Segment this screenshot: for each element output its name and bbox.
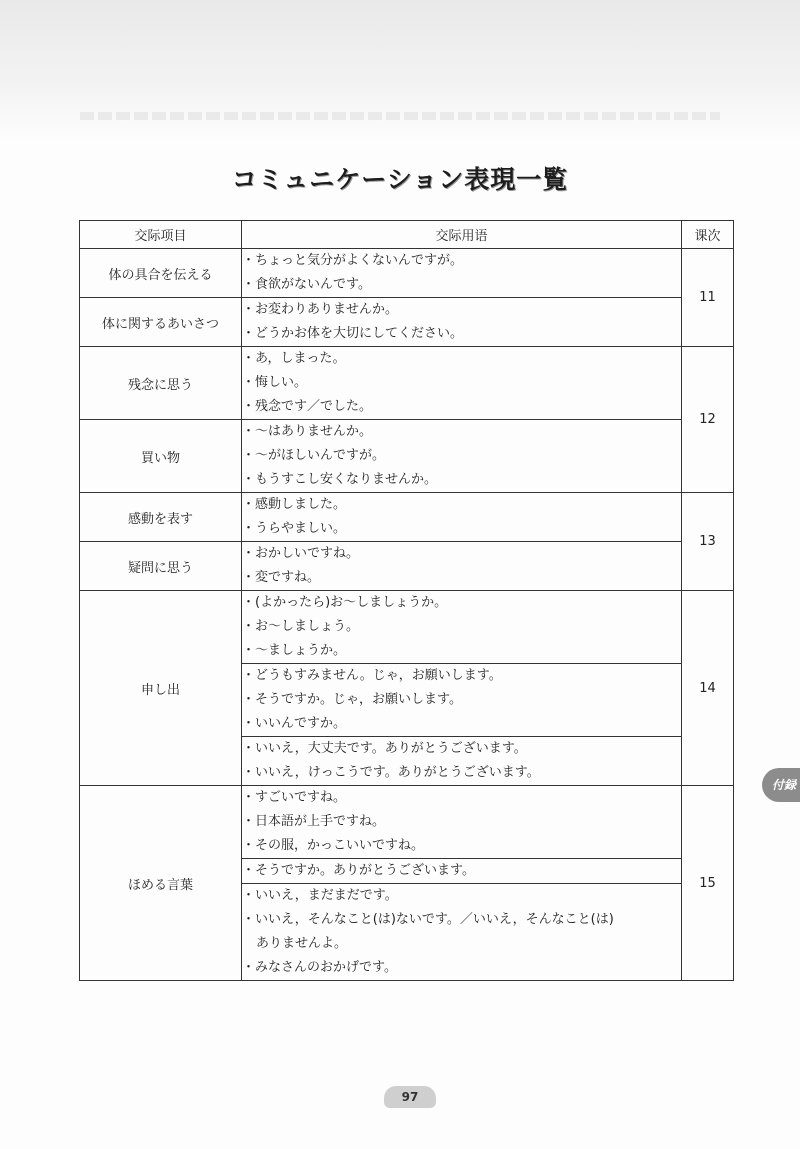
table-row <box>80 249 734 298</box>
faint-text-line <box>80 112 720 120</box>
table-row <box>80 542 734 591</box>
phrase-line: ・すごいですね。 <box>242 790 347 805</box>
phrase-line: ・お変わりありませんか。 <box>242 302 399 317</box>
phrase-line: ・悔しい。 <box>242 375 308 390</box>
header-lesson: 课次 <box>682 221 734 249</box>
lesson-cell: 15 <box>682 786 734 981</box>
phrase-line: ・(よかったら)お～しましょうか。 <box>242 595 448 610</box>
lesson-cell: 11 <box>682 249 734 347</box>
phrase-line: ・感動しました。 <box>242 497 347 512</box>
page-number: 97 <box>384 1086 436 1108</box>
phrase-cell <box>242 786 682 859</box>
phrase-line: ・お～しましょう。 <box>242 619 360 634</box>
phrase-line: ・変ですね。 <box>242 570 321 585</box>
item-cell: 感動を表す <box>80 493 242 542</box>
table-row <box>80 298 734 347</box>
lesson-cell: 13 <box>682 493 734 591</box>
table-row <box>80 591 734 664</box>
expression-table <box>79 220 734 981</box>
phrase-cell <box>242 542 682 591</box>
phrase-line: ・いいえ，そんなこと(は)ないです。／いいえ，そんなこと(は) <box>242 912 614 927</box>
phrase-cell <box>242 420 682 493</box>
table-row <box>80 347 734 420</box>
phrase-cell <box>242 249 682 298</box>
table-row <box>80 786 734 859</box>
phrase-line: ・～ましょうか。 <box>242 643 347 658</box>
phrase-line: ・うらやましい。 <box>242 521 347 536</box>
phrase-cell <box>242 859 682 884</box>
phrase-cell <box>242 298 682 347</box>
phrase-line: ・そうですか。ありがとうございます。 <box>242 863 475 878</box>
phrase-cell <box>242 493 682 542</box>
table-header-row <box>80 221 734 249</box>
lesson-cell: 12 <box>682 347 734 493</box>
phrase-line: ・そうですか。じゃ，お願いします。 <box>242 692 462 707</box>
bleed-through-header <box>0 0 800 140</box>
item-cell: 残念に思う <box>80 347 242 420</box>
phrase-cell <box>242 347 682 420</box>
lesson-cell: 14 <box>682 591 734 786</box>
phrase-cell <box>242 884 682 981</box>
phrase-cell <box>242 591 682 664</box>
phrase-line: ありませんよ。 <box>256 936 348 951</box>
page-title: コミュニケーション表現一覧 <box>231 165 569 194</box>
table-row <box>80 420 734 493</box>
item-cell: 体の具合を伝える <box>80 249 242 298</box>
phrase-line: ・いいんですか。 <box>242 716 347 731</box>
item-cell: 申し出 <box>80 591 242 786</box>
phrase-line: ・ちょっと気分がよくないんですが。 <box>242 253 464 268</box>
phrase-line: ・残念です／でした。 <box>242 399 373 414</box>
appendix-tab: 付録 <box>762 768 800 802</box>
phrase-line: ・～はありませんか。 <box>242 424 373 439</box>
phrase-line: ・いいえ，けっこうです。ありがとうございます。 <box>242 765 540 780</box>
phrase-line: ・日本語が上手ですね。 <box>242 814 386 829</box>
table-row <box>80 493 734 542</box>
phrase-line: ・その服，かっこいいですね。 <box>242 838 425 853</box>
phrase-line: ・もうすこし安くなりませんか。 <box>242 472 438 487</box>
phrase-cell <box>242 664 682 737</box>
phrase-line: ・あ，しまった。 <box>242 351 346 366</box>
item-cell: 疑問に思う <box>80 542 242 591</box>
item-cell: ほめる言葉 <box>80 786 242 981</box>
phrase-line: ・～がほしいんですが。 <box>242 448 386 463</box>
phrase-line: ・どうもすみません。じゃ，お願いします。 <box>242 668 502 683</box>
phrase-cell <box>242 737 682 786</box>
header-item: 交际项目 <box>80 221 242 249</box>
phrase-line: ・どうかお体を大切にしてください。 <box>242 326 464 341</box>
phrase-line: ・みなさんのおかげです。 <box>242 960 397 975</box>
item-cell: 買い物 <box>80 420 242 493</box>
phrase-line: ・いいえ，まだまだです。 <box>242 888 398 903</box>
phrase-line: ・食欲がないんです。 <box>242 277 371 292</box>
header-phrase: 交际用语 <box>242 221 682 249</box>
phrase-line: ・いいえ，大丈夫です。ありがとうございます。 <box>242 741 527 756</box>
item-cell: 体に関するあいさつ <box>80 298 242 347</box>
phrase-line: ・おかしいですね。 <box>242 546 360 561</box>
